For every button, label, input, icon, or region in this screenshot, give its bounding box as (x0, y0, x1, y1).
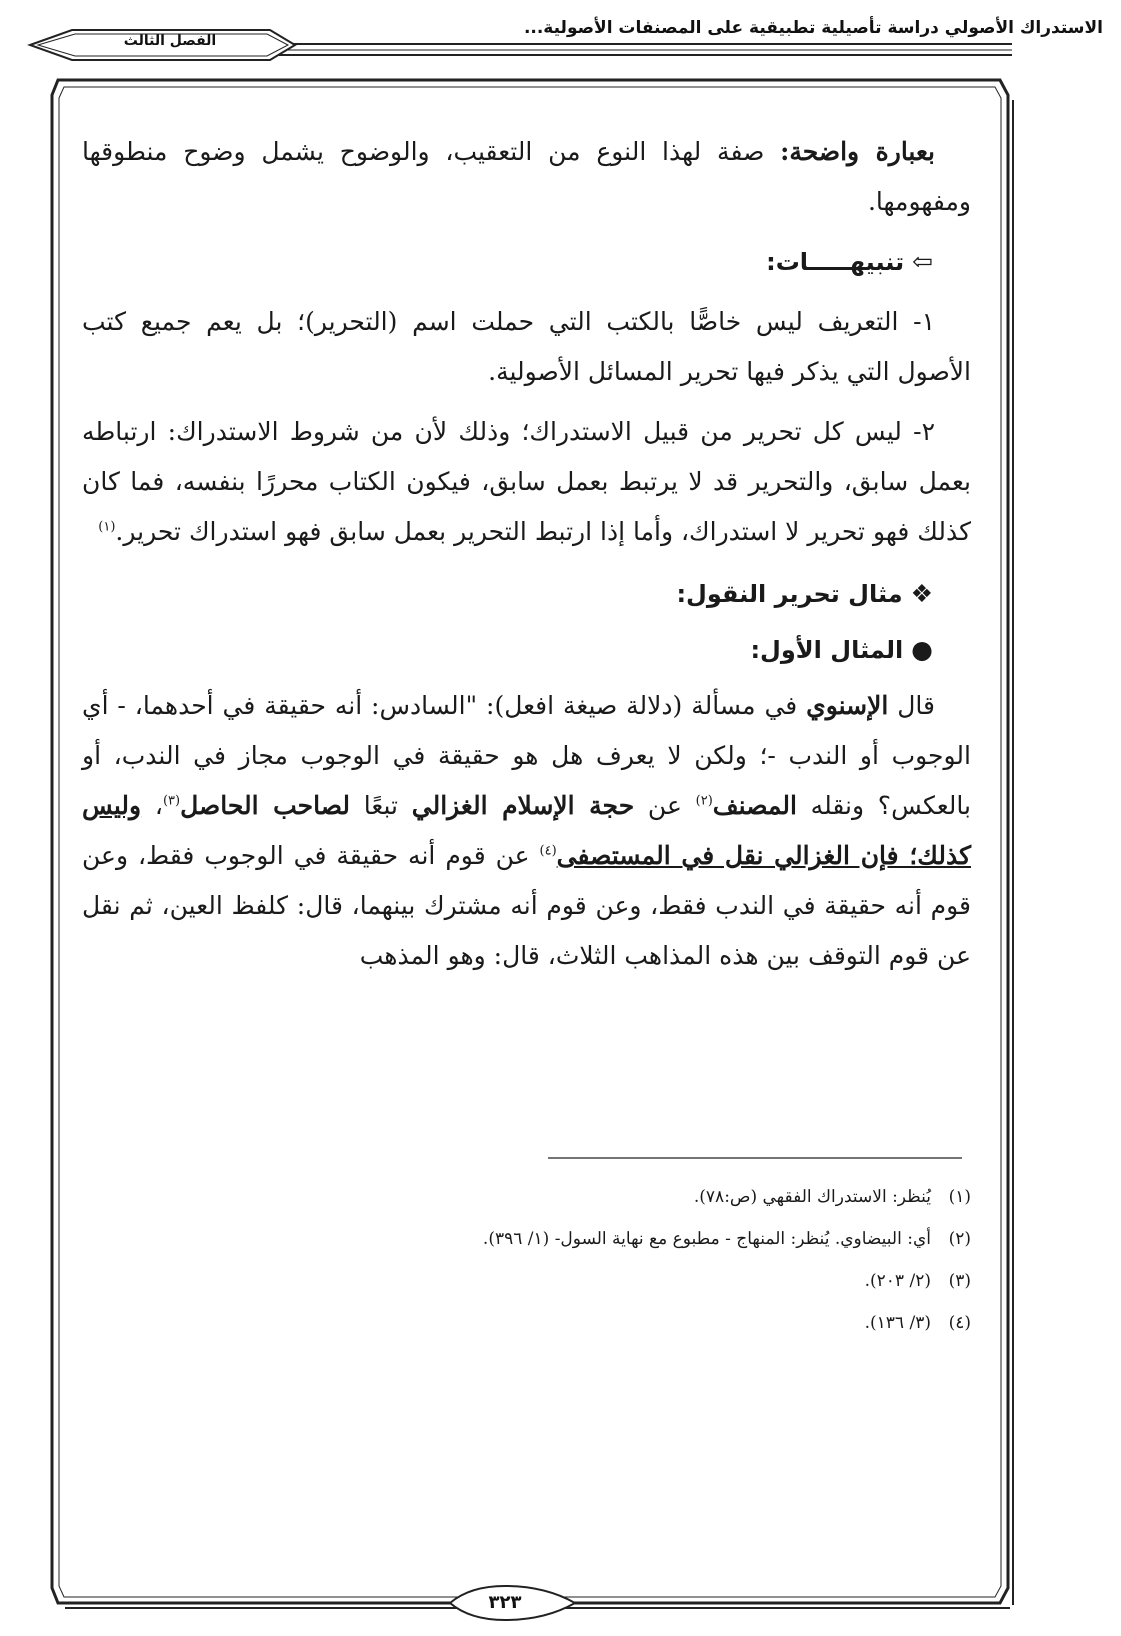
footnote-item (130, 1260, 971, 1302)
footnote-number: (٢) (948, 1229, 971, 1249)
author-hasil: لصاحب الحاصل (180, 791, 351, 820)
main-text (82, 127, 971, 981)
page-number: ٣٢٣ (488, 1592, 522, 1613)
header-rule (275, 44, 1012, 55)
footnote-text: (٢/ ٢٠٣). (864, 1271, 931, 1291)
author-ghazali: حجة الإسلام الغزالي (411, 791, 635, 820)
example-heading-text: مثال تحرير النقول: (676, 580, 903, 608)
footnote-ref-1: (١) (98, 519, 116, 535)
example-heading (82, 569, 971, 619)
tanbihat-title: تنبيهـــــات: (766, 248, 905, 276)
quote-text: تبعًا (350, 791, 412, 820)
dot-bullet-icon: ● (911, 635, 933, 664)
definition-text: صفة لهذا النوع من التعقيب، والوضوح يشمل وضوح منطوقها ومفهومها. (82, 137, 971, 216)
note-1: ١- التعريف ليس خاصًّا بالكتب التي حملت اسم (التحرير)؛ بل يعم جميع كتب الأصول التي يذكر فيها تحرير المسائل الأصولية. (82, 307, 971, 386)
footnote-number: (١) (948, 1187, 971, 1207)
note-2 (82, 407, 971, 557)
quotation-paragraph (82, 681, 971, 981)
diamond-bullet-icon: ❖ (910, 579, 933, 608)
author-musannif: المصنف (712, 791, 797, 820)
footnote-item (130, 1218, 971, 1260)
footnote-text: يُنظر: الاستدراك الفقهي (ص:٧٨). (693, 1187, 931, 1207)
quote-text: عن (634, 791, 696, 820)
first-example-heading (82, 625, 971, 675)
paragraph-definition (82, 127, 971, 227)
footnote-ref-2: (٢) (695, 793, 713, 809)
footnote-number: (٤) (948, 1313, 971, 1333)
quote-text: عن قوم أنه حقيقة في الوجوب فقط، وعن قوم أنه حقيقة في الندب فقط، وعن قوم أنه مشترك بينهما، قال: كلفظ العين، ثم نقل عن قوم التوقف بين هذه المذاهب الثلاث، قال: وهو المذهب (82, 841, 971, 970)
footnote-item (130, 1302, 971, 1344)
footnote-text: أي: البيضاوي. يُنظر: المنهاج - مطبوع مع نهاية السول- (١/ ٣٩٦). (482, 1229, 931, 1249)
book-title: الاستدراك الأصولي دراسة تأصيلية تطبيقية على المصنفات الأصولية... (523, 18, 1103, 38)
footnote-item (130, 1176, 971, 1218)
footnote-ref-3: (٣) (162, 793, 181, 809)
footnote-number: (٣) (948, 1271, 971, 1291)
quote-text: ، (141, 791, 163, 820)
footnote-text: (٣/ ١٣٦). (864, 1313, 931, 1333)
underlined-correction: وليس كذلك؛ فإن الغزالي نقل في المستصفى (82, 791, 971, 870)
quote-text: قال (888, 691, 935, 720)
tanbihat-heading (82, 237, 971, 287)
footnotes (130, 1176, 971, 1344)
footnote-ref-4: (٤) (539, 843, 557, 859)
author-asnawi: الإسنوي (806, 691, 889, 720)
definition-term: بعبارة واضحة: (780, 137, 935, 166)
note-2-text: ٢- ليس كل تحرير من قبيل الاستدراك؛ وذلك لأن من شروط الاستدراك: ارتباطه بعمل سابق، والتحرير قد لا يرتبط بعمل سابق، فيكون الكتاب محررًا بنفسه، فما كان كذلك فهو تحرير لا استدراك، وأما إذا ارتبط التحرير بعمل سابق فهو استدراك تحرير. (82, 417, 971, 546)
chapter-label: الفصل الثالث (123, 33, 217, 49)
quote-text: في مسألة (دلالة صيغة افعل): "السادس: أنه حقيقة في أحدهما، - أي الوجوب أو الندب -؛ ولكن لا يعرف هل هو حقيقة في الوجوب مجاز في الندب، أو بالعكس؟ ونقله (82, 691, 971, 820)
first-example-text: المثال الأول: (750, 636, 904, 664)
arrow-icon: ⇦ (912, 247, 933, 276)
